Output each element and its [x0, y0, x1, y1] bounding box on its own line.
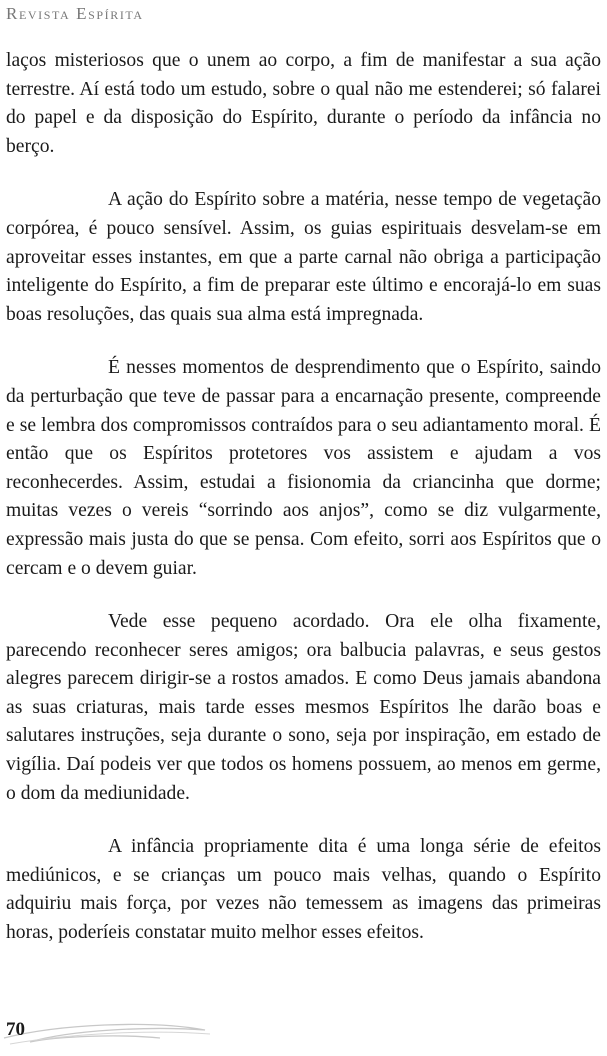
page-number: 70 — [6, 1019, 25, 1040]
running-header: Revista Espírita — [6, 4, 144, 23]
paragraph-4: Vede esse pequeno acordado. Ora ele olha fixamente, parecendo reconhecer seres amigos; ora balbucia palavras, e seus gestos alegres parecem dirigir-se a rostos amados. E como Deus jamais abandona as suas criaturas, mais tarde esses mesmos Espíritos lhe darão boas e salutares instruções, seja durante o sono, seja por inspiração, em estado de vigília. Daí podeis ver que todos os homens possuem, ao menos em germe, o dom da mediunidade. — [6, 611, 601, 804]
page-footer — [0, 1010, 300, 1056]
page-body — [6, 47, 601, 973]
paragraph-3: É nesses momentos de desprendimento que o Espírito, saindo da perturbação que teve de passar para a encarnação presente, compreende e se lembra dos compromissos contraídos para o seu adiantamento moral. É então que os Espíritos protetores vos assistem e ajudam a vos reconhecerdes. Assim, estudai a fisionomia da criancinha que dorme; muitas vezes o vereis “sorrindo aos anjos”, como se diz vulgarmente, expressão mais justa do que se pensa. Com efeito, sorri aos Espíritos que o cercam e o devem guiar. — [6, 357, 601, 579]
swoosh-ornament-icon — [0, 1010, 300, 1056]
paragraph-5: A infância propriamente dita é uma longa série de efeitos mediúnicos, e se crianças um pouco mais velhas, quando o Espírito adquiriu mais força, por vezes não temessem as imagens das primeiras horas, poderíeis constatar muito melhor esses efeitos. — [6, 836, 601, 944]
paragraph-1: laços misteriosos que o unem ao corpo, a fim de manifestar a sua ação terrestre. Aí está todo um estudo, sobre o qual não me estenderei; só falarei do papel e da disposição do Espírito, durante o período da infância no berço. — [6, 50, 601, 157]
paragraph-2: A ação do Espírito sobre a matéria, nesse tempo de vegetação corpórea, é pouco sensível. Assim, os guias espirituais desvelam-se em aproveitar esses instantes, em que a parte carnal não obriga a participação inteligente do Espírito, a fim de preparar este último e encorajá-lo em suas boas resoluções, das quais sua alma está impregnada. — [6, 189, 601, 325]
